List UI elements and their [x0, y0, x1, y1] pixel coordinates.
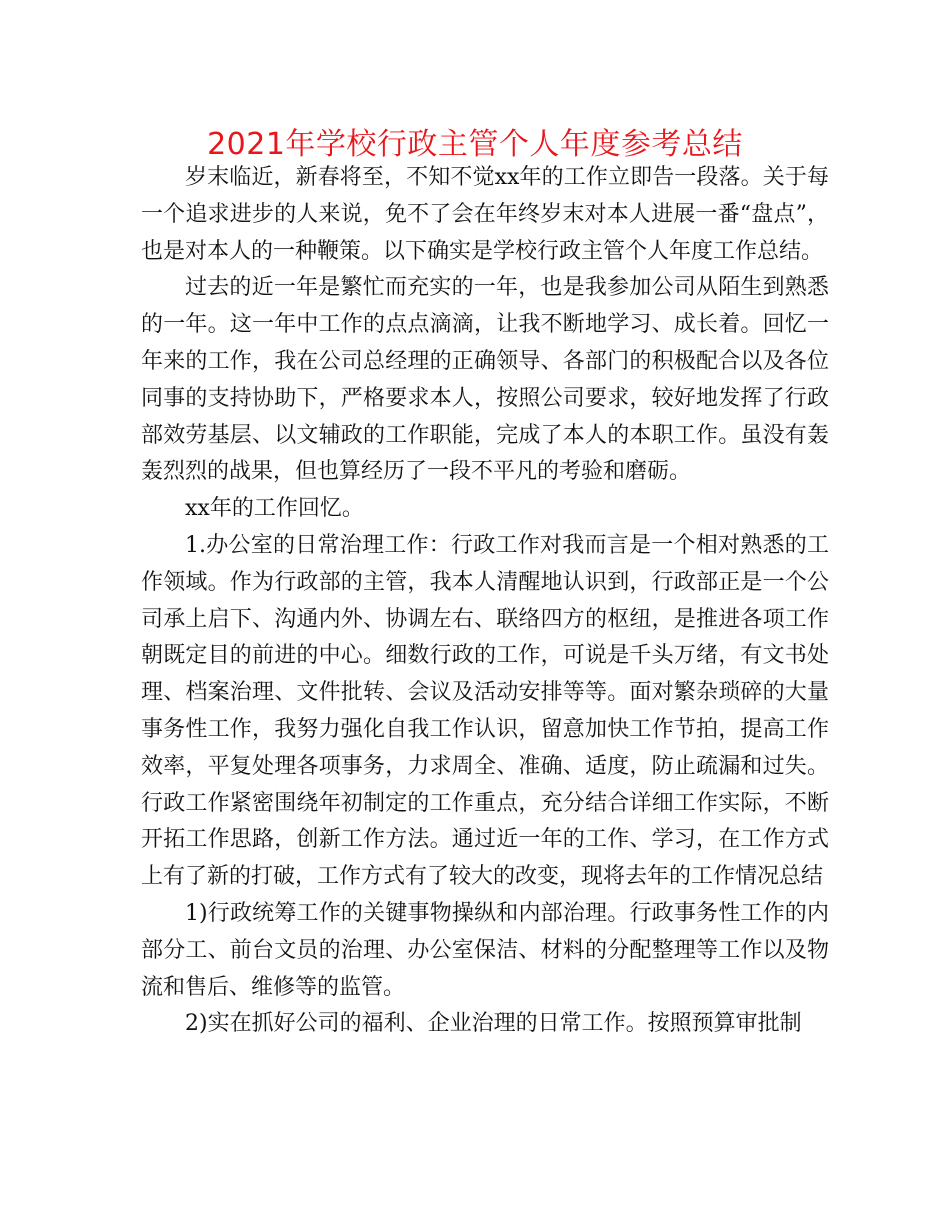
paragraph-subitem-2: 2)实在抓好公司的福利、企业治理的日常工作。按照预算审批制 [185, 1011, 802, 1037]
paragraph-item-1: 1.办公室的日常治理工作：行政工作对我而言是一个相对熟悉的工作领域。作为行政部的主管，我本人清醒地认识到，行政部正是一个公司承上启下、沟通内外、协调左右、联络四方的枢纽，是推进各项工作朝既定目的前进的中心。细数行政的工作，可说是千头万绪，有文书处理、档案治理、文件批转、会议及活动安排等等。面对繁杂琐碎的大量事务性工作，我努力强化自我工作认识，留意加快工作节拍，提高工作效率，平复处理各项事务，力求周全、准确、适度，防止疏漏和过失。行政工作紧密围绕年初制定的工作重点，充分结合详细工作实际，不断开拓工作思路，创新工作方法。通过近一年的工作、学习，在工作方式上有了新的打破，工作方式有了较大的改变，现将去年的工作情况总结 [141, 532, 829, 890]
paragraph-review: 过去的近一年是繁忙而充实的一年，也是我参加公司从陌生到熟悉的一年。这一年中工作的点点滴滴，让我不断地学习、成长着。回忆一年来的工作，我在公司总经理的正确领导、各部门的积极配合以及各位同事的支持协助下，严格要求本人，按照公司要求，较好地发挥了行政部效劳基层、以文辅政的工作职能，完成了本人的本职工作。虽没有轰轰烈烈的战果，但也算经历了一段不平凡的考验和磨砺。 [141, 275, 829, 485]
document-title: 2021年学校行政主管个人年度参考总结 [207, 127, 743, 162]
document-body [141, 160, 829, 1043]
paragraph-work-heading: xx年的工作回忆。 [185, 496, 364, 522]
paragraph-intro: 岁末临近，新春将至，不知不觉xx年的工作立即告一段落。关于每一个追求进步的人来说，免不了会在年终岁末对本人进展一番“盘点”，也是对本人的一种鞭策。以下确实是学校行政主管个人年度工作总结。 [141, 165, 829, 264]
paragraph-subitem-1: 1)行政统筹工作的关键事物操纵和内部治理。行政事务性工作的内部分工、前台文员的治理、办公室保洁、材料的分配整理等工作以及物流和售后、维修等的监管。 [141, 900, 829, 1000]
